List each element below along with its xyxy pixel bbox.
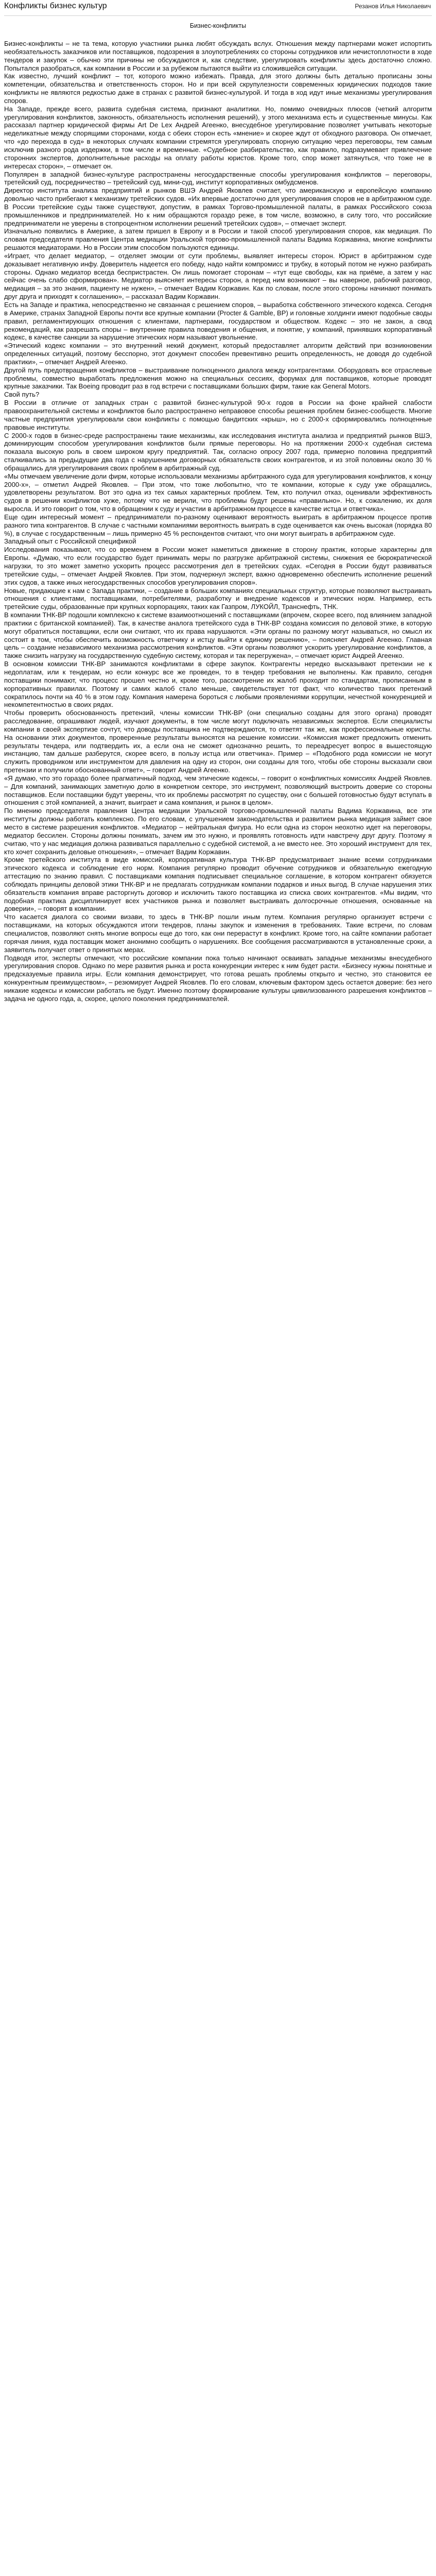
- article-paragraph: Кроме третейского института в виде комиссий, корпоративная культура ТНК-BP предусматривает знание всеми сотрудниками этического кодекса и соблюдение его норм. Компания регулярно проводит обучение сотрудников и обязательную ежегодную аттестацию по знанию правил. С поставщиками компания подписывает специальное соглашение, в котором контрагент обязуется соблюдать принципы деловой этики ТНК-BP и не предлагать сотрудникам компании подарков и иных выгод. В случае нарушения этих обязательств компания вправе расторгнуть договор и исключить такого поставщика из списка своих контрагентов. «Мы видим, что подобная практика дисциплинирует всех участников рынка и позволяет выстраивать долгосрочные отношения, основанные на доверии», – говорят в компании.: [4, 856, 432, 913]
- article-paragraph: Популярен в западной бизнес-культуре распространены негосударственные способы урегулирования конфликтов – переговоры, третейский суд, посредничество – третейский суд, мини-суд, институт корпоративных омбудсменов.: [4, 170, 432, 187]
- article-paragraph: Другой путь предотвращения конфликтов – выстраивание полноценного диалога между контрагентами. Оборудовать все отраслевые проблемы, совместно выработать предложения можно на специальных сессиях, форумах для поставщиков, которые проводят крупные заказчики. Так Boeing проводит раз в год встречи с поставщиками больших фирм, такие как General Motors.: [4, 366, 432, 391]
- article-paragraph: Что касается диалога со своими визави, то здесь в ТНК-BP пошли иным путем. Компания регулярно организует встречи с поставщиками, на которых обсуждаются итоги тендеров, планы закупок и изменения в требованиях. Такие встречи, по словам специалистов, позволяют снять многие вопросы еще до того, как они перерастут в конфликт. Кроме того, на сайте компании работает горячая линия, куда поставщик может анонимно сообщить о нарушениях. Все сообщения рассматриваются в установленные сроки, а заявитель получает ответ о принятых мерах.: [4, 913, 432, 954]
- article-paragraph: По мнению председателя правления Центра медиации Уральской торгово-промышленной палаты Вадима Коржавина, все эти институты должны работать комплексно. По его словам, с улучшением законодательства и развитием рынка медиация займет свое место в системе разрешения конфликтов. «Медиатор – нейтральная фигура. Но если одна из сторон неохотно идет на переговоры, медиатор бессилен. Стороны должны понимать, зачем им это нужно, и проявлять готовность идти навстречу друг другу. Поэтому я считаю, что у нас медиация должна развиваться параллельно с судебной системой, а не вместо нее. Это хороший инструмент для тех, кто хочет сохранить деловые отношения», – отмечает Вадим Коржавин.: [4, 807, 432, 856]
- article-paragraph: Свой путь?: [4, 391, 40, 399]
- article-paragraph: В компании ТНК-BP подошли комплексно к системе взаимоотношений с поставщиками (впрочем, скорее всего, под влиянием западной практики с британской компанией). Так, в качестве аналога третейского суда в ТНК-BP создана комиссия по деловой этике, в которую могут обратиться поставщики, если они считают, что их права нарушаются. «Эти органы по разному могут называться, но смысл их состоит в том, чтобы обеспечить возможность ответчику и истцу выйти к единому решению», – поясняет Андрей Агеенко. Главная цель – создание независимого механизма рассмотрения конфликтов. «Эти органы позволяют ускорить урегулирование конфликтов, а также снизить нагрузку на государственную судебную систему, которая и так перегружена», – отмечает юрист Андрей Агеенко.: [4, 611, 432, 660]
- article-paragraph: Чтобы проверить обоснованность претензий, члены комиссии ТНК-BP (они специально созданы для этого органа) проводят расследование, опрашивают людей, изучают документы, в том числе могут подключать независимых экспертов. Если специалисты компании в своей экспертизе сочтут, что доводы поставщика не подтверждаются, то ответят так же, как профессиональные юристы. На основании этих документов, проверенные результаты выносятся на решение комиссии. «Комиссия может предложить отменить результаты тендера, или подтвердить их, а если она не сможет однозначно решить, то переадресует вопрос в вышестоящую инстанцию, там дальше разберутся, скорее всего, в пользу истца или ответчика». Пример – «Подобного рода комиссии не могут служить проводником или инструментом для давления на одну из сторон, они созданы для того, чтобы обе стороны высказали свои претензии и получили обоснованный ответ», – говорит Андрей Агеенко.: [4, 709, 432, 774]
- page-header: [4, 0, 432, 16]
- article-paragraph: Новые, придающие к нам с Запада практики, – создание в больших компаниях специальных структур, которые позволяют выстраивать отношения с клиентами, поставщиками, потребителями, разработку и внедрение кодексов и этических норм. Например, есть третейские суды, образованные при крупных корпорациях, таких как Газпром, ЛУКОЙЛ, Транснефть, ТНК.: [4, 586, 432, 611]
- document-title: Конфликты бизнес культур: [4, 2, 107, 10]
- article-paragraph: В России в отличие от западных стран с развитой бизнес-культурой 90-х годов в России на фоне крайней слабости правоохранительной системы и конфликтов было распространено неправовое способы решения проблем бизнес-сообществ. Многие частные предприятия урегулировали свои конфликты с помощью бандитских «крыш», но с 2000-х сформировались полноценные правовые институты.: [4, 399, 432, 431]
- article-paragraph: Директор института анализа предприятий и рынков ВШЭ Андрей Яковлев считает, что американскую и европейскую компанию довольно часто прибегают к механизму третейских судов. «Их впервые достаточно для урегулирования споров не в арбитражном суде. В России третейские суды также существуют, допустим, в рамках Торгово-промышленной палаты, в рамках Российского союза промышленников и предпринимателей. Но к ним обращаются гораздо реже, в том числе, возможно, в силу того, что российские предприниматели не уверены в стопроцентном исполнении решений третейских судов», – отмечает эксперт.: [4, 187, 432, 227]
- article-paragraph: Как известно, лучший конфликт – тот, которого можно избежать. Правда, для этого должны быть детально прописаны зоны компетенции, обязательства и ответственность сторон. Но и при всей скрупулезности современных юридических подходов такие конфликты не являются редкостью даже в странах с развитой бизнес-культурой. И тогда в ход идут иные механизмы урегулирования споров.: [4, 72, 432, 105]
- article-paragraph: В основном комиссии ТНК-BP занимаются конфликтами в сфере закупок. Контрагенты нередко высказывают претензии не к недоплатам, или к тендерам, но если конкурс все же проведен, то в тендер требования не выполнены. Как правило, сегодня поставщики понимают, что процесс прошел честно и, кроме того, рассмотрение их жалоб проходит по стандартам, прописанным в корпоративных правилах. Поэтому и самих жалоб стало меньше, свидетельствует тот факт, что количество таких претензий сократилось почти на 40 % в этом году. Компания намерена бороться с любыми проявлениями коррупции, нечестной конкуренцией и некомпетентностью в своих рядах.: [4, 660, 432, 709]
- article-paragraph: Еще один интересный момент – предприниматели по-разному оценивают вероятность выиграть в арбитражном процессе против разного типа контрагентов. В случае с частными компаниями вероятность выиграть в суде оценивается как очень высокая (порядка 80 %), в случае с государственным – лишь примерно 45 % респондентов считают, что они могут выиграть в арбитражном суде.: [4, 513, 432, 537]
- article-paragraph: Есть на Западе и практика, непосредственно не связанная с решением споров, – выработка собственного этического кодекса. Сегодня в Америке, странах Западной Европы почти все крупные компании (Procter & Gamble, BP) и головные холдинги имеют подобные своды правил, регламентирующих отношения с клиентами, партнерами, государством и обществом. Кодекс – это не закон, а свод рекомендаций, как разрешать споры – внутренние правила поведения и общения, и понятие, у компаний, принявших корпоративный кодекс, в качестве санкции за нарушение этических норм называют увольнение.: [4, 301, 432, 342]
- author-name: Резанов Илья Николаевич: [355, 3, 431, 10]
- article-paragraph: Подводя итог, эксперты отмечают, что российские компании пока только начинают осваивать западные механизмы внесудебного урегулирования споров. Однако по мере развития рынка и роста конкуренции интерес к ним будет расти. «Бизнесу нужны понятные и предсказуемые правила игры. Если компания демонстрирует, что готова решать проблемы открыто и честно, это становится ее конкурентным преимуществом», – резюмирует Андрей Яковлев. По его словам, ключевым фактором здесь остается доверие: без него никакие кодексы и комиссии работать не будут. Именно поэтому формирование культуры цивилизованного разрешения конфликтов – задача не одного года, а, скорее, целого поколения предпринимателей.: [4, 954, 432, 1003]
- article-paragraph: Исследования показывают, что со временем в России может наметиться движение в сторону практик, которые характерны для Европы. «Думаю, что если государство будет принимать меры по разгрузке арбитражной системы, снижения ее бюрократической нагрузки, то это может заметно ускорить процесс рассмотрения дел в третейских судах. «Сегодня в России будут развиваться третейские суды, – отмечает Андрей Яковлев. При этом, подчеркнул эксперт, важно одновременно обеспечить исполнение решений этих судов, а также иных негосударственных способов урегулирования споров».: [4, 546, 432, 586]
- article-paragraph: «Этический кодекс компании – это внутренний некий документ, который предоставляет алгоритм действий при возникновении определенных ситуаций, поэтому бесспорно, этот документ способен превентивно решить определенность, не доводя до судебной практики», – отмечает Андрей Агеенко.: [4, 342, 432, 366]
- article-paragraph: С 2000-х годов в бизнес-среде распространены такие механизмы, как исследования института анализа и предприятий рынков ВШЭ, доминирующим способом урегулирования конфликтов были прямые переговоры. Но на протяжении 2000-х судебная система показала высокую роль в своем широком кругу предприятий. Так, согласно опросу 2007 года, примерно половина предприятий сталкивались за предыдущие два года с нарушением договорных обязательств своих контрагентов, и из этой половины около 30 % обращались для урегулирования своих проблем в арбитражный суд.: [4, 431, 432, 472]
- article-subtitle: Бизнес-конфликты: [189, 22, 247, 29]
- article-paragraph: На Западе, прежде всего, развита судебная система, признают аналитики. Но, помимо очевидных плюсов (четкий алгоритм урегулирования конфликтов, законность, обязательность исполнения решений), у этого механизма есть и существенные минусы. Как рассказал партнер юридической фирмы Art De Lex Андрей Агеенко, внесудебное урегулирование позволяет учитывать некоторые неделикатные между спорящими сторонами, когда с обеих сторон есть «мнение» и скорее ждут от обходного разговора. Он отмечает, что «до перехода в суд» в некоторых случаях компании стремятся урегулировать спорную ситуацию через переговоры, тем самым исключив разного рода издержки, в том числе и временные. «Судебное разбирательство, как правило, подразумевает привлечение сторонних экспертов, дополнительные расходы на оплату работы юристов. Кроме того, спор может затянуться, что тоже не в интересах сторон», – отмечает он.: [4, 105, 432, 170]
- article-paragraph: Изначально появились в Америке, а затем пришел в Европу и в России и такой способ урегулирования споров, как медиация. По словам председателя правления Центра медиации Уральской торгово-промышленной палаты Вадима Коржавина, многие конфликты решаются медиаторами. Но в России этим способом пользуются единицы.: [4, 227, 432, 252]
- article-paragraph: «Играет, что делает медиатор, – отделяет эмоции от сути проблемы, выявляет интересы сторон. Юрист в арбитражном суде доказывает негативную инфу. Доверитель надеется его победу, надо найти компромисс и трубку, в который потом не нужно разбирать стороны. Однако медиатор всегда беспристрастен. Он лишь помогает сторонам – «тут еще свободы, как на приёме, а затем у нас сейчас очень слабо сформирован». Медиатор выясняет интересы сторон, а перед ним возникают – вы наверное, рабочий разговор, медиация – за это знания, пациенту не нужен», – отмечает Вадим Коржавин. Как по словам, после этого стороны начинают понимать друг друга и приходят к соглашению», – рассказал Вадим Коржавин.: [4, 251, 432, 301]
- article-paragraph: «Мы отмечаем увеличение доли фирм, которые использовали механизмы арбитражного суда для урегулирования конфликтов, к концу 2000-х», – отметил Андрей Яковлев. – При этом, что тоже любопытно, что те компании, которые к суду уже обращались, удовлетворены результатом. Вот это одна из тех самых характерных проблем. Тем, кто получил отказ, оценивали эффективность судов в решении конфликтов хуже, потому что не верили, что проблемы будут решены «правильно». Но, к сожалению, их доля выросла. И это говорит о том, что в обращении к суду и участии в арбитражном процессе в качестве истца и ответчика».: [4, 472, 432, 513]
- article-paragraph: «Я думаю, что это гораздо более прагматичный подход, чем этические кодексы, – говорит о конфликтных комиссиях Андрей Яковлев. – Для компаний, занимающих заметную долю в конкретном секторе, это инструмент, позволяющий выстроить доверие со стороны поставщиков. Если поставщики будут уверены, что их проблемы рассмотрят по существу, они с большей готовностью будут вступать в отношения с этой компанией, а значит, выиграет и сама компания, и рынок в целом».: [4, 774, 432, 807]
- article-paragraph: Бизнес-конфликты – не та тема, которую участники рынка любят обсуждать вслух. Отношения между партнерами может испортить необязательность заказчиков или поставщиков, подозрения в злоупотреблениях со стороны сотрудников или нечистоплотности в ходе тендеров и закупок – обычно эти причины не обсуждаются и, как следствие, урегулировать конфликты здесь достаточно сложно. Попытался разобраться, как компании в России и за рубежом пытаются выйти из сложившейся ситуации.: [4, 40, 432, 72]
- article-body: [4, 40, 432, 1003]
- article-paragraph: Западный опыт с Российской спецификой: [4, 537, 136, 546]
